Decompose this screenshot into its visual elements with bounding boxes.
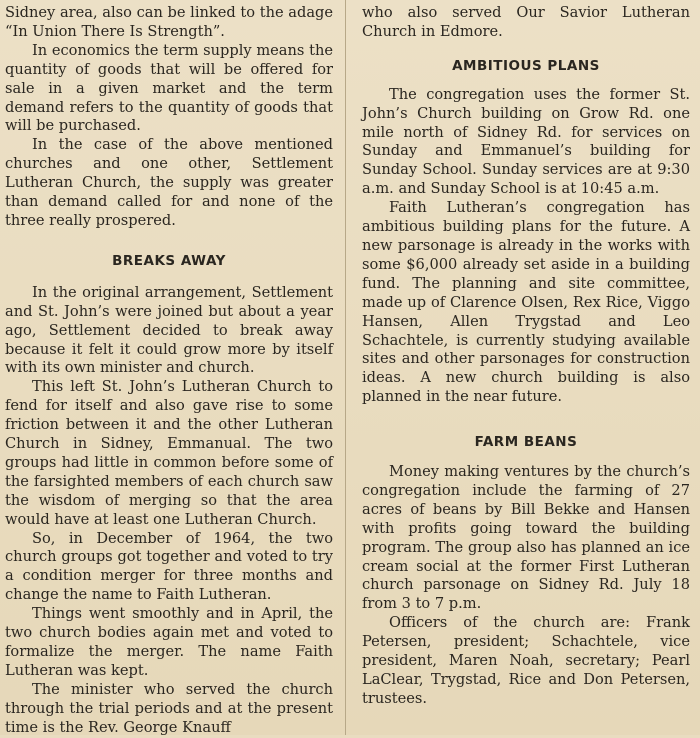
paragraph: The congregation uses the former St. John’s Church building on Grow Rd. one mile north of Sidney Rd. for services on Sunday and Emmanuel’s building for Sunday School. Sunday services are at 9:30 a.m. and Sunday School is at 10:45 a.m. [362, 85, 690, 198]
paragraph: Things went smoothly and in April, the two church bodies again met and voted to formalize the merger. The name Faith Lutheran was kept. [5, 605, 333, 679]
paragraph: Officers of the church are: Frank Petersen, president; Schachtele, vice president, Maren Noah, secretary; Pearl LaClear, Trygstad, Rice and Don Petersen, trustees. [362, 614, 690, 707]
paragraph: who also served Our Savior Lutheran Church in Edmore. [362, 4, 690, 40]
paragraph: In economics the term supply means the quantity of goods that will be offered for sale in a given market and the term demand refers to the quantity of goods that will be purchased. [5, 41, 333, 135]
left-column [5, 4, 333, 738]
paragraph: Money making ventures by the church’s congregation include the farming of 27 acres of beans by Bill Bekke and Hansen with profits going toward the building program. The group also has planned an ice cream social at the former First Lutheran church parsonage on Sidney Rd. July 18 from 3 to 7 p.m. [362, 463, 690, 613]
section-heading-breaks-away: BREAKS AWAY [112, 252, 226, 269]
paragraph: This left St. John’s Lutheran Church to fend for itself and also gave rise to some friction between it and the other Lutheran Church in Sidney, Emmanual. The two groups had little in common before some of the farsighted members of each church saw the wisdom of merging so that the area would have at least one Lutheran Church. [5, 378, 333, 528]
paragraph: So, in December of 1964, the two church groups got together and voted to try a condition merger for three months and change the name to Faith Lutheran. [5, 529, 333, 604]
section-heading-ambitious-plans: AMBITIOUS PLANS [452, 57, 600, 74]
column-divider [345, 0, 346, 735]
right-column [362, 4, 690, 709]
paragraph: Faith Lutheran’s congregation has ambitious building plans for the future. A new parsonage is already in the works with some $6,000 already set aside in a building fund. The planning and site committee, made up of Clarence Olsen, Rex Rice, Viggo Hansen, Allen Trygstad and Leo Schachtele, is currently studying available sites and other parsonages for construction ideas. A new church building is also planned in the near future. [362, 199, 690, 406]
paragraph: In the original arrangement, Settlement and St. John’s were joined but about a year ago, Settlement decided to break away because it felt it could grow more by itself with its own minister and church. [5, 283, 333, 377]
paragraph: In the case of the above mentioned churches and one other, Settlement Lutheran Church, the supply was greater than demand called for and none of the three really prospered. [5, 136, 333, 229]
paragraph: Sidney area, also can be linked to the adage “In Union There Is Strength”. [5, 4, 333, 40]
paragraph: The minister who served the church through the trial periods and at the present time is the Rev. George Knauff [5, 680, 333, 736]
section-heading-farm-beans: FARM BEANS [474, 434, 578, 451]
